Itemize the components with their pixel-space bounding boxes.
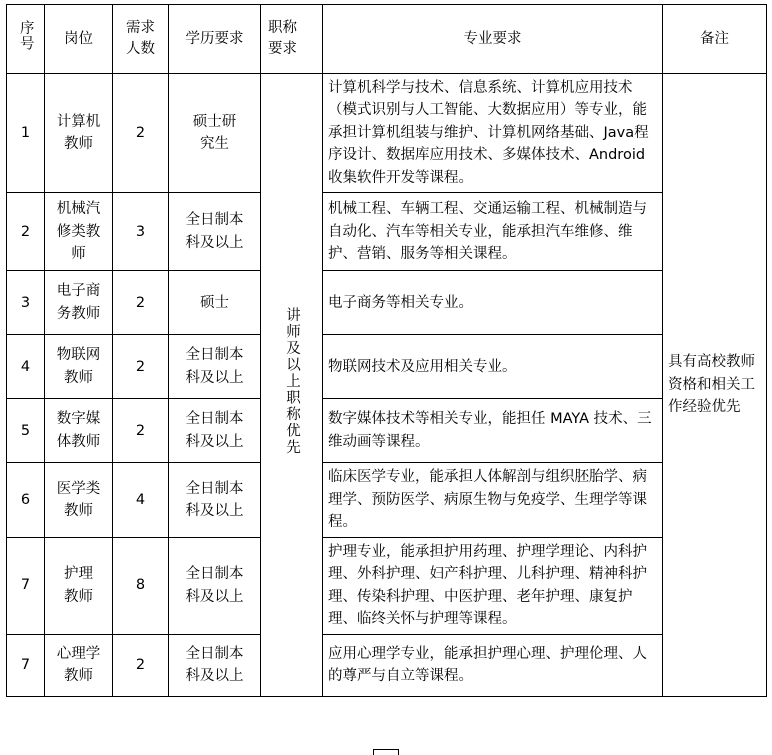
title-requirement-cell xyxy=(261,74,323,697)
header-number-label-line2: 人数 xyxy=(126,40,155,57)
row-major: 应用心理学专业，能承担护理心理、护理伦理、人的尊严与自立等课程。 xyxy=(323,634,663,696)
page-bottom-mark xyxy=(373,749,399,755)
row-seq: 7 xyxy=(7,634,45,696)
row-major: 计算机科学与技术、信息系统、计算机应用技术（模式识别与人工智能、大数据应用）等专业，能承担计算机组装与维护、计算机网络基础、Java程序设计、数据库应用技术、多媒体技术、Android 收集软件开发等课程。 xyxy=(323,74,663,193)
table-row xyxy=(7,537,767,634)
row-post xyxy=(45,74,113,193)
row-education-line2: 究生 xyxy=(200,136,229,153)
row-post-line2: 修类教 xyxy=(56,223,101,240)
table-row xyxy=(7,335,767,399)
table-row xyxy=(7,463,767,537)
row-number: 2 xyxy=(113,634,169,696)
row-education-line2: 科及以上 xyxy=(185,234,244,251)
row-post-line2: 体教师 xyxy=(56,433,101,450)
header-row xyxy=(7,5,767,74)
row-education xyxy=(169,193,261,271)
row-education-line2: 科及以上 xyxy=(185,369,244,386)
row-major: 电子商务等相关专业。 xyxy=(323,271,663,335)
row-number: 2 xyxy=(113,271,169,335)
row-major: 机械工程、车辆工程、交通运输工程、机械制造与自动化、汽车等相关专业，能承担汽车维修、维护、营销、服务等相关课程。 xyxy=(323,193,663,271)
row-education-line1: 硕士研 xyxy=(192,113,237,130)
row-education-line1: 全日制本 xyxy=(185,347,244,364)
row-education-line2: 科及以上 xyxy=(185,503,244,520)
row-post-line1: 物联网 xyxy=(56,347,101,364)
row-education xyxy=(169,537,261,634)
row-number: 2 xyxy=(113,399,169,463)
row-major: 护理专业，能承担护用药理、护理学理论、内科护理、外科护理、妇产科护理、儿科护理、精神科护理、传染科护理、中医护理、老年护理、康复护理、临终关怀与护理等课程。 xyxy=(323,537,663,634)
row-education-line1: 硕士 xyxy=(200,294,229,311)
header-post-label: 岗位 xyxy=(64,30,93,47)
row-education-line2: 科及以上 xyxy=(185,588,244,605)
header-title-requirement-line2: 要求 xyxy=(268,41,297,57)
header-title-requirement-line1: 职称 xyxy=(268,19,297,36)
header-major-label: 专业要求 xyxy=(463,30,522,47)
row-post-line1: 电子商 xyxy=(56,283,101,300)
header-remark-label: 备注 xyxy=(700,30,729,47)
header-seq xyxy=(7,5,45,74)
table-row xyxy=(7,271,767,335)
job-requirements-table xyxy=(6,4,767,697)
row-post xyxy=(45,335,113,399)
row-education-line2: 科及以上 xyxy=(185,668,244,685)
row-post-line2: 务教师 xyxy=(56,305,101,322)
header-post xyxy=(45,5,113,74)
row-post-line2: 教师 xyxy=(64,668,93,685)
header-education xyxy=(169,5,261,74)
row-education xyxy=(169,74,261,193)
row-post xyxy=(45,271,113,335)
row-seq: 2 xyxy=(7,193,45,271)
row-post-line1: 数字媒 xyxy=(56,411,101,428)
row-seq: 5 xyxy=(7,399,45,463)
row-post-line3: 师 xyxy=(71,246,86,263)
header-title-requirement xyxy=(261,5,323,74)
title-requirement-text: 讲师及以上职称优先 xyxy=(284,306,300,456)
row-major: 数字媒体技术等相关专业，能担任 MAYA 技术、三维动画等课程。 xyxy=(323,399,663,463)
row-education xyxy=(169,399,261,463)
row-education-line1: 全日制本 xyxy=(185,411,244,428)
row-education xyxy=(169,335,261,399)
row-major: 物联网技术及应用相关专业。 xyxy=(323,335,663,399)
row-number: 4 xyxy=(113,463,169,537)
row-education-line2: 科及以上 xyxy=(185,433,244,450)
table-row xyxy=(7,74,767,193)
header-seq-label: 序号 xyxy=(17,19,34,51)
row-education-line1: 全日制本 xyxy=(185,480,244,497)
row-number: 2 xyxy=(113,335,169,399)
row-education xyxy=(169,271,261,335)
header-number-label-line1: 需求 xyxy=(126,19,155,36)
table-header xyxy=(7,5,767,74)
row-post-line2: 教师 xyxy=(64,588,93,605)
table-body xyxy=(7,74,767,697)
table-row xyxy=(7,634,767,696)
row-post-line2: 教师 xyxy=(64,369,93,386)
row-post xyxy=(45,399,113,463)
row-post-line1: 护理 xyxy=(64,566,93,583)
row-seq: 6 xyxy=(7,463,45,537)
remark-cell: 具有高校教师资格和相关工作经验优先 xyxy=(663,74,767,697)
row-seq: 7 xyxy=(7,537,45,634)
row-post-line1: 医学类 xyxy=(56,480,101,497)
row-post-line2: 教师 xyxy=(64,136,93,153)
row-post-line2: 教师 xyxy=(64,503,93,520)
row-major: 临床医学专业，能承担人体解剖与组织胚胎学、病理学、预防医学、病原生物与免疫学、生理学等课程。 xyxy=(323,463,663,537)
row-seq: 3 xyxy=(7,271,45,335)
row-post xyxy=(45,463,113,537)
row-number: 3 xyxy=(113,193,169,271)
row-education-line1: 全日制本 xyxy=(185,645,244,662)
header-number xyxy=(113,5,169,74)
row-number: 8 xyxy=(113,537,169,634)
row-number: 2 xyxy=(113,74,169,193)
row-post xyxy=(45,537,113,634)
header-major xyxy=(323,5,663,74)
row-education xyxy=(169,634,261,696)
row-post xyxy=(45,193,113,271)
row-post-line1: 心理学 xyxy=(56,645,101,662)
row-post-line1: 机械汽 xyxy=(56,201,101,218)
row-post-line1: 计算机 xyxy=(56,113,101,130)
row-education-line1: 全日制本 xyxy=(185,212,244,229)
row-seq: 4 xyxy=(7,335,45,399)
row-education xyxy=(169,463,261,537)
header-remark xyxy=(663,5,767,74)
table-row xyxy=(7,399,767,463)
table-row xyxy=(7,193,767,271)
row-post xyxy=(45,634,113,696)
row-seq: 1 xyxy=(7,74,45,193)
row-education-line1: 全日制本 xyxy=(185,566,244,583)
header-education-label: 学历要求 xyxy=(185,30,244,47)
